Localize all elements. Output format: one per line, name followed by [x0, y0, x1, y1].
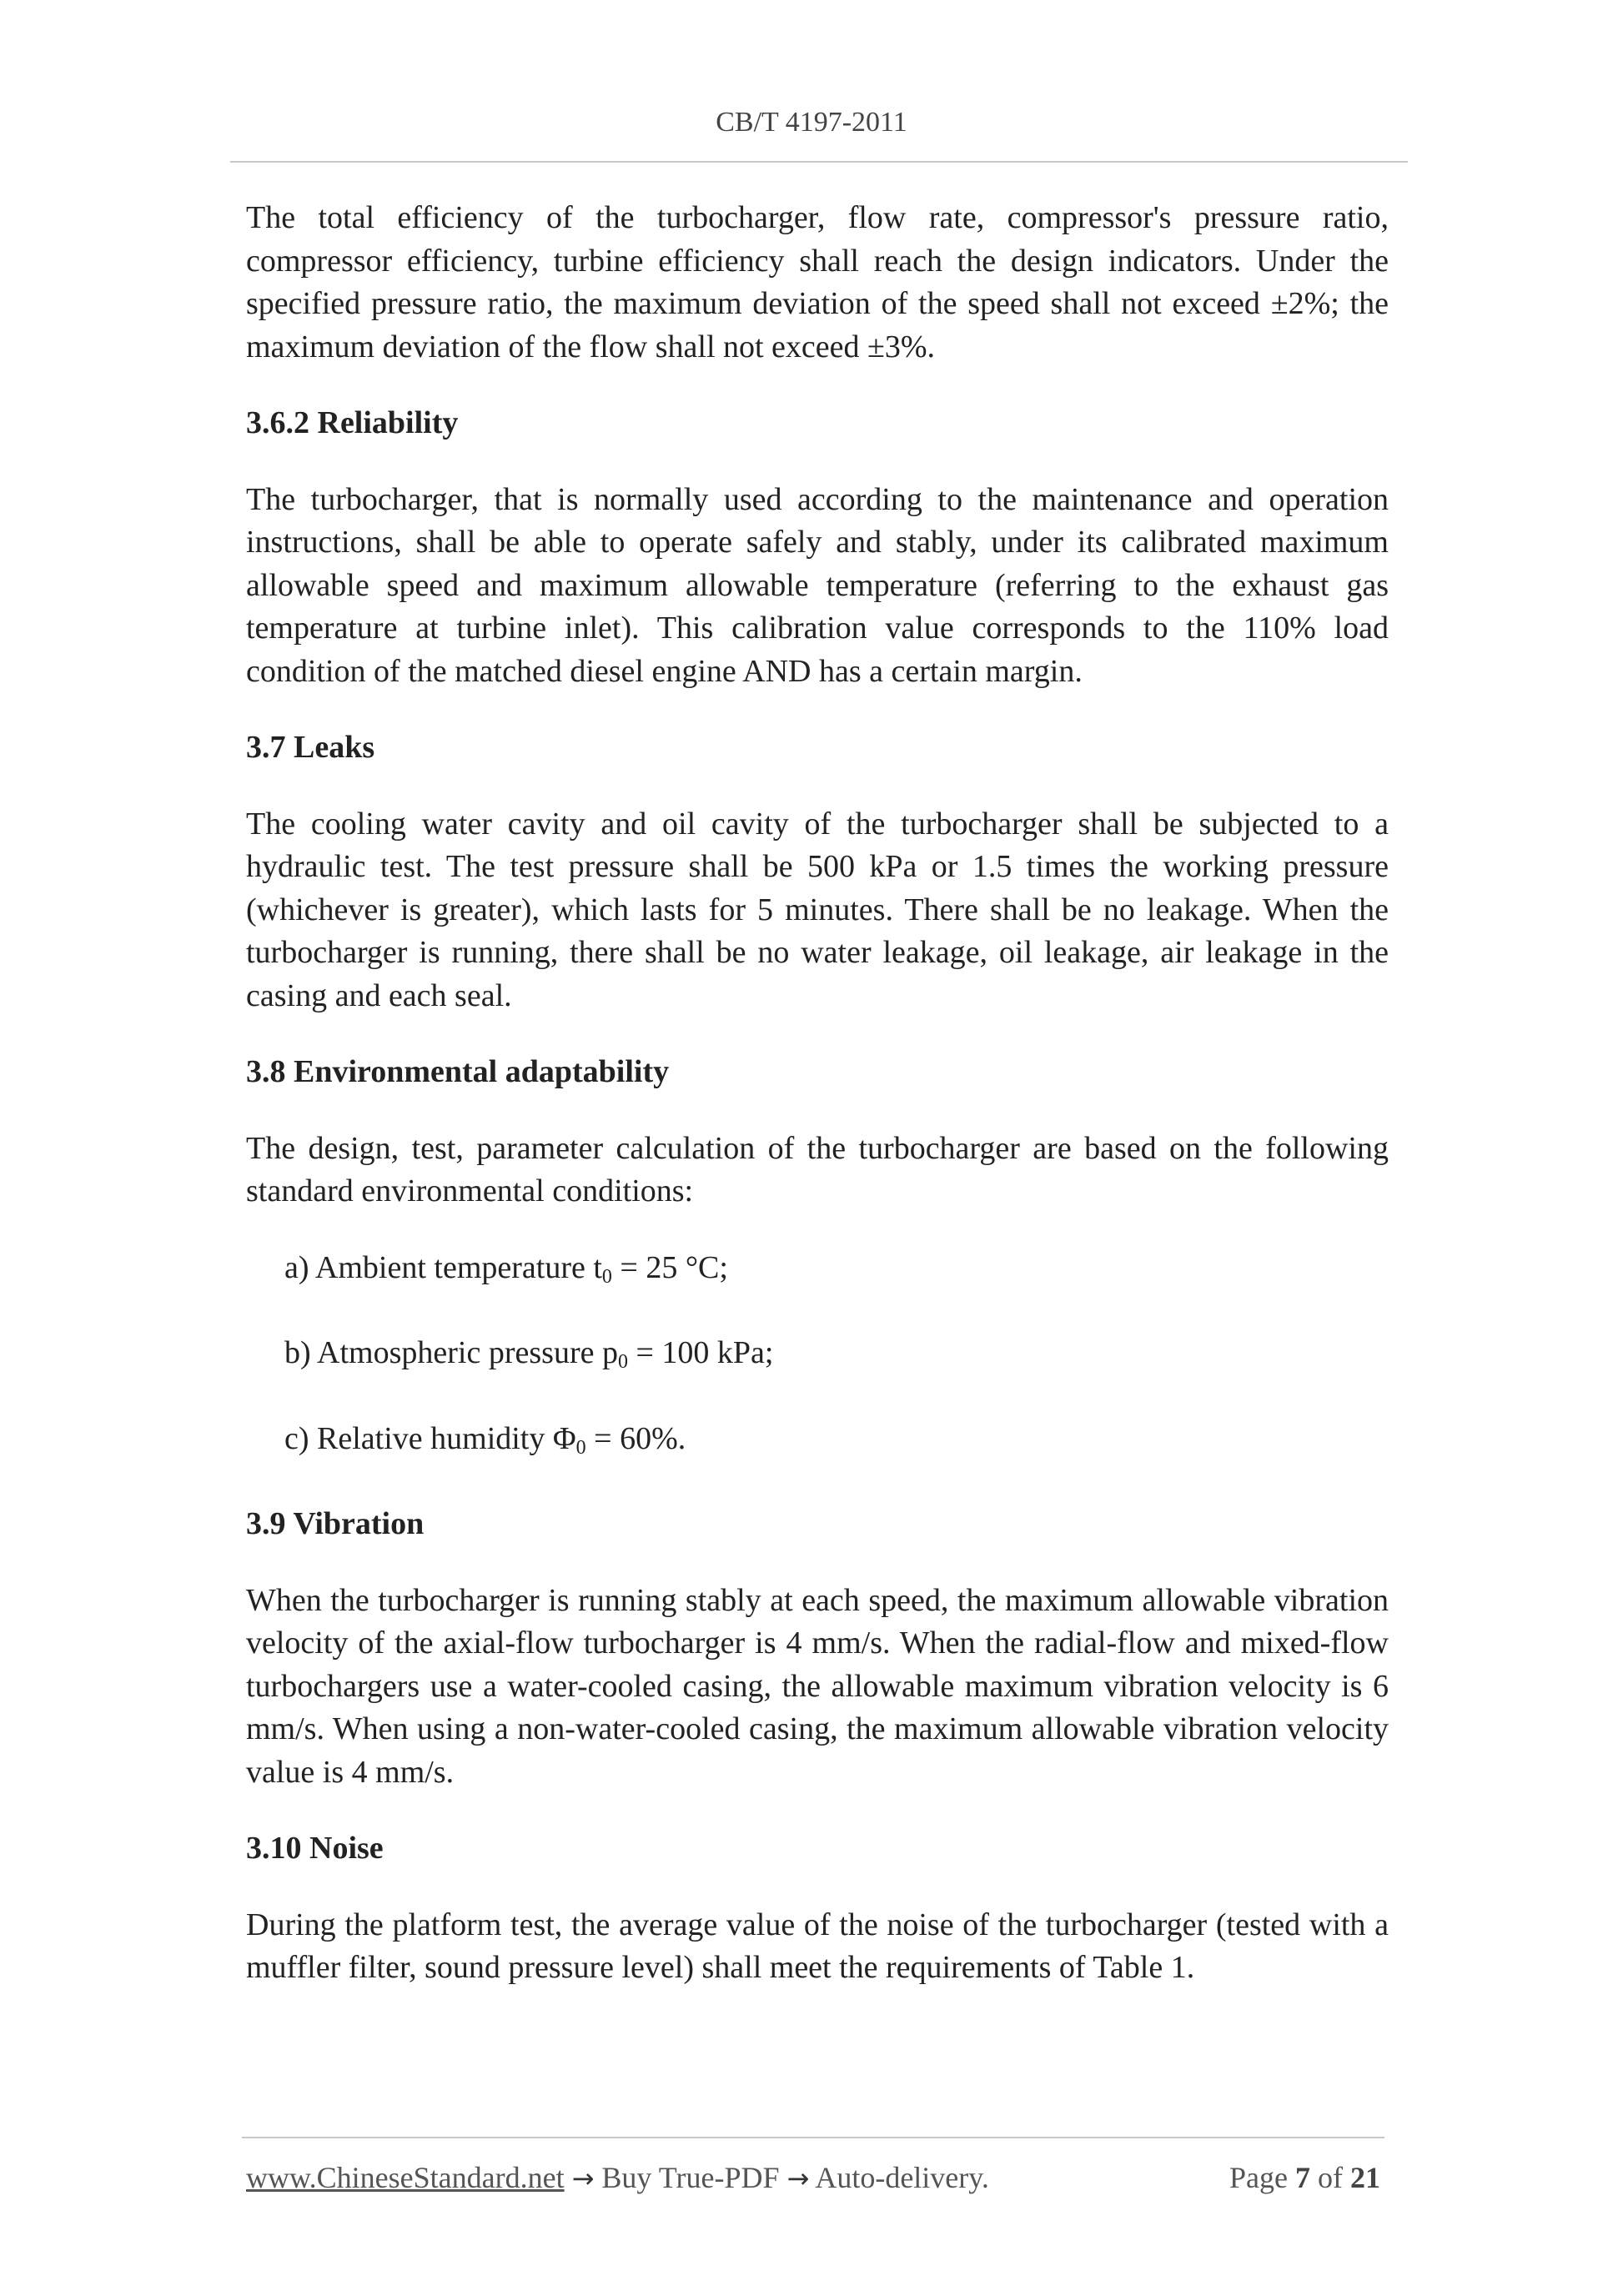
page-total: 21 [1350, 2161, 1380, 2194]
section-heading-reliability: 3.6.2 Reliability [246, 405, 459, 440]
condition-text: c) Relative humidity Φ [284, 1420, 576, 1456]
condition-subscript: 0 [617, 1351, 628, 1373]
footer-divider [242, 2137, 1384, 2138]
condition-subscript: 0 [601, 1265, 612, 1288]
of-label: of [1318, 2161, 1343, 2194]
condition-value: = 100 kPa; [627, 1335, 774, 1370]
section-heading-leaks: 3.7 Leaks [246, 730, 375, 765]
condition-text: b) Atmospheric pressure p [284, 1335, 618, 1370]
section-heading-environmental-adaptability: 3.8 Environmental adaptability [246, 1054, 670, 1089]
document-code-header: CB/T 4197-2011 [716, 107, 907, 138]
leaks-paragraph: The cooling water cavity and oil cavity of the turbocharger shall be subjected to a hydraulic test. The test pressure shall be 500 kPa or 1.5 times the working pressure (whichever is greater), which lasts for 5 minutes. There shall be no leakage. When the turbocharger is running, there shall be no water leakage, oil leakage, air leakage in the casing and each seal. [246, 806, 1389, 1013]
arrow-right-icon: → [571, 2163, 595, 2194]
buy-true-pdf-text: Buy True-PDF [601, 2161, 780, 2194]
reliability-paragraph: The turbocharger, that is normally used according to the maintenance and operation instructions, shall be able to operate safely and stably, under its calibrated maximum allowable speed and maximum allowable temperature (referring to the exhaust gas temperature at turbine inlet). This calibration value corresponds to the 110% load condition of the matched diesel engine AND has a certain margin. [246, 481, 1389, 689]
section-heading-vibration: 3.9 Vibration [246, 1506, 425, 1541]
condition-item-atmospheric-pressure [284, 1332, 1389, 1384]
page-indicator [1229, 2160, 1380, 2195]
arrow-right-icon: → [786, 2163, 810, 2194]
auto-delivery-text: Auto-delivery. [815, 2161, 989, 2194]
condition-value: = 60%. [585, 1420, 686, 1456]
condition-text: a) Ambient temperature t [284, 1249, 602, 1285]
section-heading-noise: 3.10 Noise [246, 1831, 384, 1866]
noise-paragraph: During the platform test, the average value of the noise of the turbocharger (tested with a muffler filter, sound pressure level) shall meet the requirements of Table 1. [246, 1907, 1389, 1985]
condition-item-ambient-temperature [284, 1247, 1389, 1299]
header-divider [230, 161, 1408, 163]
environment-paragraph: The design, test, parameter calculation of the turbocharger are based on the following standard environmental conditions: [246, 1130, 1389, 1208]
page-number: 7 [1295, 2161, 1310, 2194]
efficiency-paragraph: The total efficiency of the turbocharger, flow rate, compressor's pressure ratio, compressor efficiency, turbine efficiency shall reach the design indicators. Under the specified pressure ratio, the maximum deviation of the speed shall not exceed ±2%; the maximum deviation of the flow shall not exceed ±3%. [246, 200, 1389, 364]
condition-item-relative-humidity [284, 1418, 1389, 1470]
website-link[interactable]: www.ChineseStandard.net [246, 2161, 565, 2194]
page-footer [246, 2160, 1380, 2195]
vibration-paragraph: When the turbocharger is running stably at each speed, the maximum allowable vibration velocity of the axial-flow turbocharger is 4 mm/s. When the radial-flow and mixed-flow turbochargers use a water-cooled casing, the allowable maximum vibration velocity is 6 mm/s. When using a non-water-cooled casing, the maximum allowable vibration velocity value is 4 mm/s. [246, 1582, 1389, 1790]
page-content [246, 197, 1389, 2023]
condition-subscript: 0 [575, 1436, 586, 1459]
page-label: Page [1229, 2161, 1288, 2194]
condition-value: = 25 °C; [611, 1249, 728, 1285]
